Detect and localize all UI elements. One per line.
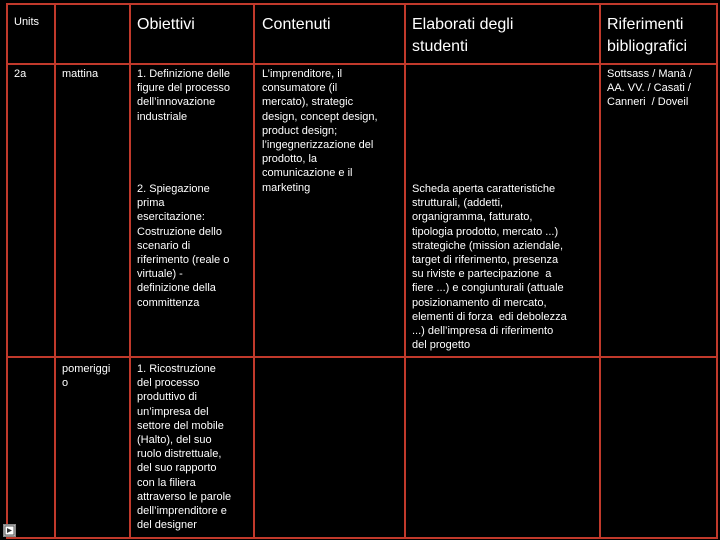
obiettivo-pomeriggio: 1. Ricostruzione del processo produttivo di un’impresa del settore del mobile (Halto), del suo ruolo distrettuale, del suo rapporto con la filiera attraverso le parole dell’imprenditore e del designer: [137, 363, 232, 532]
elaborati-text: Scheda aperta caratteristiche strutturali, (addetti, organigramma, fatturato, tipologia prodotto, mercato ...) strategiche (mission aziendale, target di riferimento, presenza su riviste e partecipazione a fiere ...) e congiunturali (attuale posizionamento di mercato, elementi di forza edi debolezza ...) dell’impresa di riferimento del progetto: [412, 183, 567, 352]
contenuti-text: L’imprenditore, il consumatore (il mercato), strategic design, concept design, product design; l’ingegnerizzazione del prodotto, la comunicazione e il marketing: [262, 68, 378, 194]
table-column-divider: [599, 3, 601, 539]
table-column-divider: [129, 3, 131, 539]
table-row-divider: [6, 63, 718, 65]
header-elaborati: Elaborati degli studenti: [412, 16, 514, 55]
table-column-divider: [253, 3, 255, 539]
header-obiettivi: Obiettivi: [137, 16, 195, 33]
header-units: Units: [14, 16, 40, 28]
unit-label: 2a: [14, 68, 27, 80]
table-border-right: [716, 3, 718, 539]
table-row-divider: [6, 356, 718, 358]
table-border-top: [6, 3, 718, 5]
table-border-bottom: [6, 537, 718, 539]
riferimenti-text: Sottsass / Manà / AA. VV. / Casati / Canneri / Doveil: [607, 68, 692, 109]
header-contenuti: Contenuti: [262, 16, 331, 33]
table-column-divider: [54, 3, 56, 539]
session-pomeriggio: pomeriggi o: [62, 363, 111, 390]
slide-navigation-icon[interactable]: [3, 524, 16, 537]
obiettivo-2: 2. Spiegazione prima esercitazione: Costruzione dello scenario di riferimento (reale o virtuale) - definizione della committenza: [137, 183, 230, 309]
slide-navigation-glyph: [4, 525, 15, 536]
header-riferimenti: Riferimenti bibliografici: [607, 16, 688, 55]
session-mattina: mattina: [62, 68, 99, 80]
table-border-left: [6, 3, 8, 539]
table-column-divider: [404, 3, 406, 539]
obiettivo-1: 1. Definizione delle figure del processo dell’innovazione industriale: [137, 68, 230, 123]
